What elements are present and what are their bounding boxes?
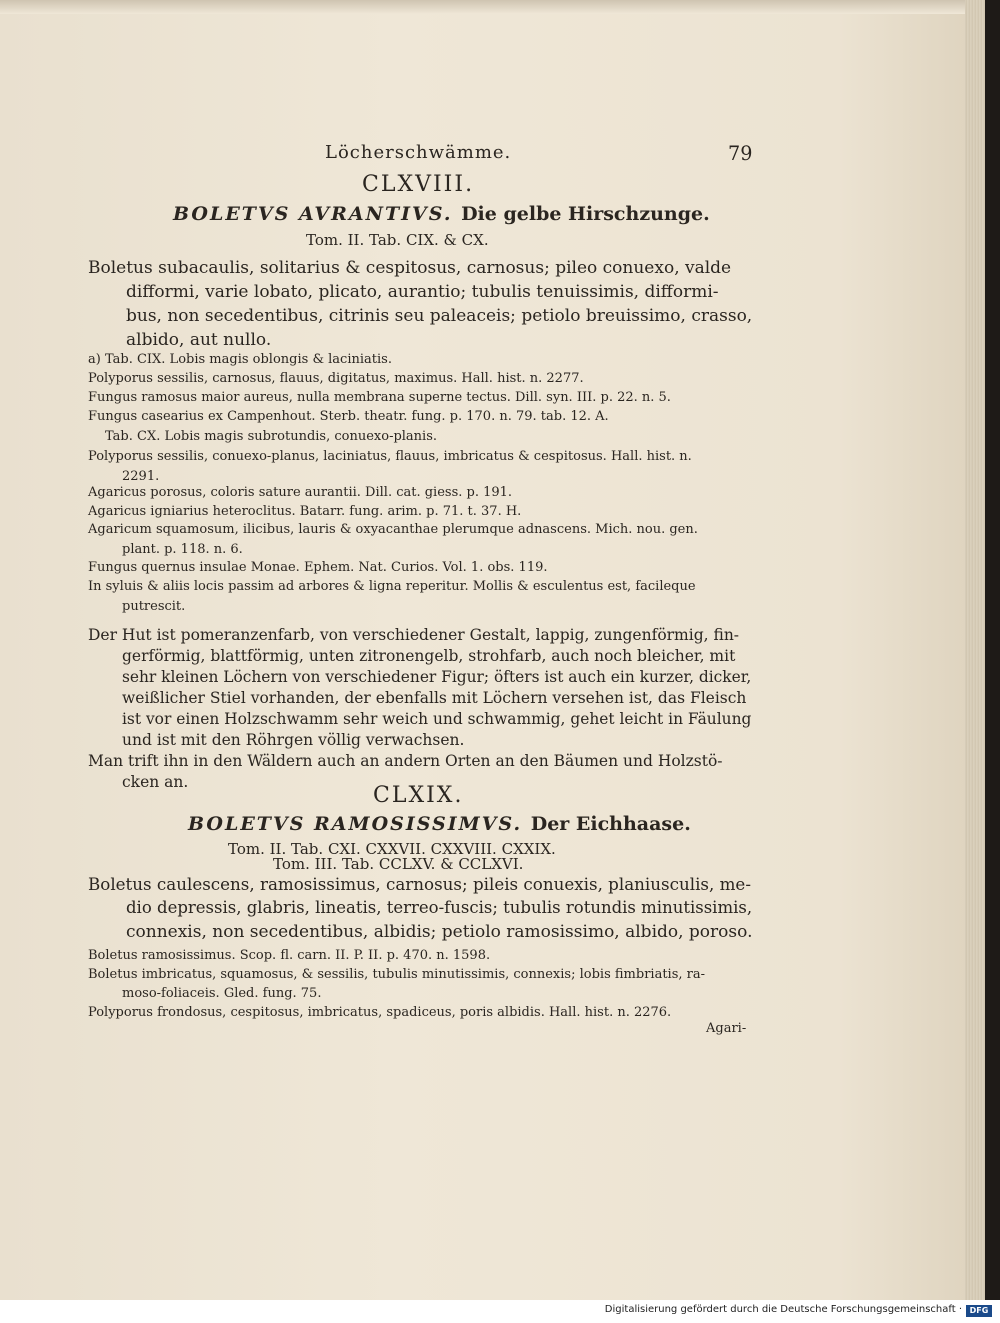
entry-168-number: CLXVIII. xyxy=(362,172,475,197)
entry-169-synonym: Boletus imbricatus, squamosus, & sessilis, tubulis minutissimis, connexis; lobis fimbriatis, ra- xyxy=(88,967,705,982)
entry-168-german-line: ist vor einen Holzschwamm sehr weich und schwammig, gehet leicht in Fäulung xyxy=(122,710,752,728)
entry-169-tom: Tom. III. Tab. CCLXV. & CCLXVI. xyxy=(273,855,524,873)
entry-169-species-latin: BOLETVS RAMOSISSIMVS. xyxy=(188,813,523,835)
entry-168-species-german: Die gelbe Hirschzunge. xyxy=(461,203,710,225)
running-head: Löcherschwämme. xyxy=(325,142,512,163)
entry-168-synonym: a) Tab. CIX. Lobis magis oblongis & laciniatis. xyxy=(88,352,392,367)
entry-168-german-line: und ist mit den Röhrgen völlig verwachsen. xyxy=(122,731,465,749)
entry-169-synonym: Polyporus frondosus, cespitosus, imbricatus, spadiceus, poris albidis. Hall. hist. n. 2276. xyxy=(88,1005,672,1020)
entry-168-german-line: Der Hut ist pomeranzenfarb, von verschiedener Gestalt, lappig, zungenförmig, fin- xyxy=(88,626,740,644)
entry-168-synonym: plant. p. 118. n. 6. xyxy=(122,542,243,557)
entry-169-desc-line: connexis, non secedentibus, albidis; petiolo ramosissimo, albido, poroso. xyxy=(126,922,753,942)
entry-168-synonym: Agaricus igniarius heteroclitus. Batarr. fung. arim. p. 71. t. 37. H. xyxy=(88,504,522,519)
entry-168-species-latin: BOLETVS AVRANTIVS. xyxy=(173,203,453,225)
entry-168-synonym: Polyporus sessilis, carnosus, flauus, digitatus, maximus. Hall. hist. n. 2277. xyxy=(88,371,584,386)
entry-168-synonym: Agaricus porosus, coloris sature aurantii. Dill. cat. giess. p. 191. xyxy=(88,485,513,500)
entry-168-title xyxy=(173,203,710,225)
entry-168-synonym: In syluis & aliis locis passim ad arbores & ligna reperitur. Mollis & esculentus est, facileque xyxy=(88,579,696,594)
entry-168-synonym: Polyporus sessilis, conuexo-planus, laciniatus, flauus, imbricatus & cespitosus. Hall. hist. n. xyxy=(88,449,692,464)
entry-168-tom: Tom. II. Tab. CIX. & CX. xyxy=(306,231,489,249)
entry-168-synonym: 2291. xyxy=(122,469,160,484)
footer-bar xyxy=(0,1300,1000,1323)
page-edge xyxy=(965,0,985,1300)
entry-169-synonym: moso-foliaceis. Gled. fung. 75. xyxy=(122,986,322,1001)
catchword: Agari- xyxy=(706,1021,747,1036)
entry-169-desc-line: Boletus caulescens, ramosissimus, carnosus; pileis conuexis, planiusculis, me- xyxy=(88,874,751,894)
entry-168-synonym: Fungus quernus insulae Monae. Ephem. Nat. Curios. Vol. 1. obs. 119. xyxy=(88,560,548,575)
entry-168-synonym: putrescit. xyxy=(122,599,186,614)
entry-168-german-line: weißlicher Stiel vorhanden, der ebenfalls mit Löchern versehen ist, das Fleisch xyxy=(122,689,747,707)
entry-168-desc-line: albido, aut nullo. xyxy=(126,330,272,350)
entry-169-title xyxy=(188,813,691,835)
scan-border xyxy=(985,0,1000,1300)
entry-168-desc-line: Boletus subacaulis, solitarius & cespitosus, carnosus; pileo conuexo, valde xyxy=(88,258,732,278)
entry-169-synonym: Boletus ramosissimus. Scop. fl. carn. II. P. II. p. 470. n. 1598. xyxy=(88,948,491,963)
entry-168-desc-line: difformi, varie lobato, plicato, aurantio; tubulis tenuissimis, difformi- xyxy=(126,282,719,302)
entry-169-tom: Tom. II. Tab. CXI. CXXVII. CXXVIII. CXXIX. xyxy=(228,840,556,858)
entry-168-habitat-line: cken an. xyxy=(122,773,189,791)
entry-168-habitat-line: Man trift ihn in den Wäldern auch an andern Orten an den Bäumen und Holzstö- xyxy=(88,752,723,770)
entry-168-german-line: gerförmig, blattförmig, unten zitronengelb, strohfarb, auch noch bleicher, mit xyxy=(122,647,736,665)
entry-168-synonym: Agaricum squamosum, ilicibus, lauris & oxyacanthae plerumque adnascens. Mich. nou. gen. xyxy=(88,522,698,537)
dfg-logo: DFG xyxy=(966,1305,992,1317)
entry-169-species-german: Der Eichhaase. xyxy=(530,813,691,835)
entry-168-desc-line: bus, non secedentibus, citrinis seu paleaceis; petiolo breuissimo, crasso, xyxy=(126,306,753,326)
page-top-shadow xyxy=(0,0,985,14)
entry-169-number: CLXIX. xyxy=(373,783,464,808)
entry-168-german-line: sehr kleinen Löchern von verschiedener Figur; öfters ist auch ein kurzer, dicker, xyxy=(122,668,752,686)
entry-168-synonym: Fungus casearius ex Campenhout. Sterb. theatr. fung. p. 170. n. 79. tab. 12. A. xyxy=(88,409,609,424)
entry-168-synonym: Fungus ramosus maior aureus, nulla membrana superne tectus. Dill. syn. III. p. 22. n. 5. xyxy=(88,390,671,405)
page-number: 79 xyxy=(728,142,753,165)
entry-168-synonym: Tab. CX. Lobis magis subrotundis, conuexo-planis. xyxy=(105,429,438,444)
entry-169-desc-line: dio depressis, glabris, lineatis, terreo-fuscis; tubulis rotundis minutissimis, xyxy=(126,898,753,917)
footer-credit: Digitalisierung gefördert durch die Deutsche Forschungsgemeinschaft · xyxy=(604,1304,962,1315)
